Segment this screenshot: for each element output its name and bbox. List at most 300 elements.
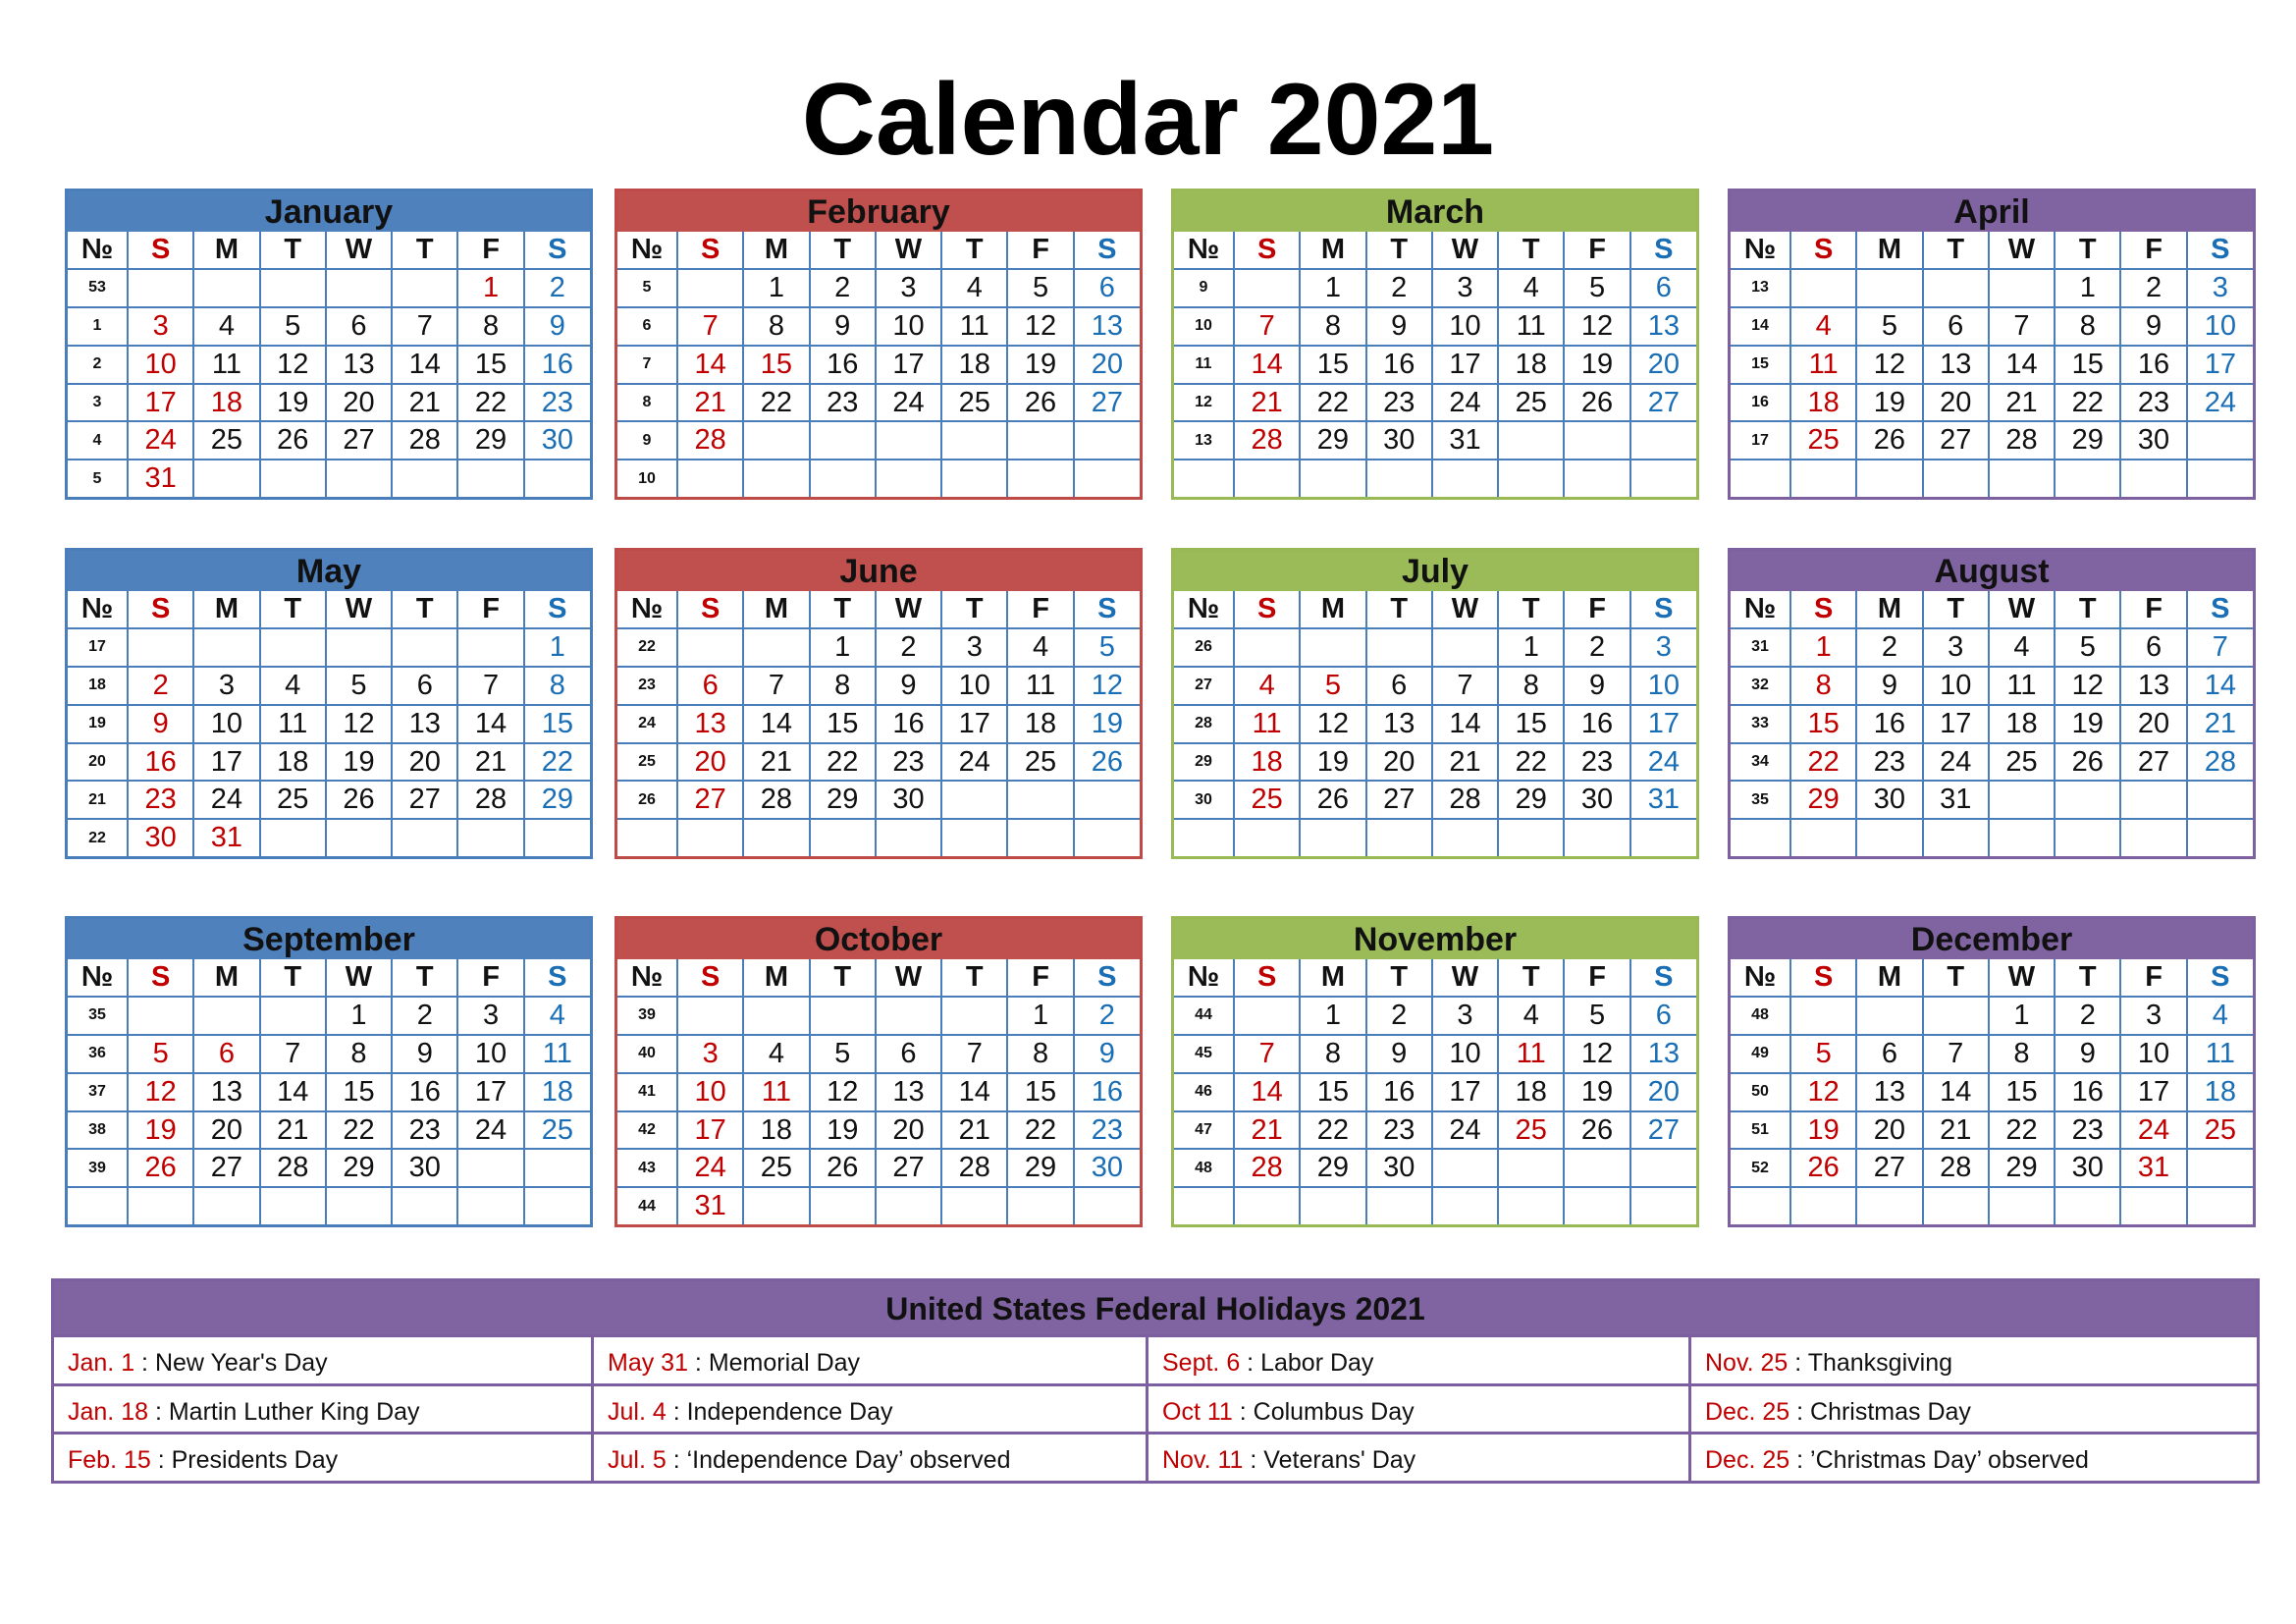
day-cell: 21 [1432, 743, 1498, 782]
day-cell: 2 [1366, 269, 1432, 307]
day-cell: 28 [677, 421, 743, 460]
week-number-label: № [68, 591, 128, 628]
weekday-label: W [876, 232, 941, 269]
day-cell: 31 [677, 1187, 743, 1224]
month-header: February [617, 191, 1140, 232]
holiday-name: Independence Day [686, 1397, 893, 1426]
week-number: 22 [68, 819, 128, 856]
day-cell: 1 [2055, 269, 2120, 307]
day-cell: 7 [392, 307, 457, 346]
day-cell: 1 [524, 628, 590, 667]
week-number: 44 [1174, 997, 1234, 1035]
day-cell: 1 [1300, 269, 1365, 307]
week-row [1731, 346, 2253, 384]
day-cell: 30 [128, 819, 193, 856]
month-table [1731, 232, 2253, 497]
week-number: 35 [1731, 781, 1790, 819]
day-cell: 8 [524, 667, 590, 705]
day-cell [1630, 1149, 1696, 1187]
week-number: 39 [617, 997, 677, 1035]
week-number [1174, 819, 1234, 856]
weekday-row [1174, 232, 1696, 269]
week-row [617, 743, 1140, 782]
day-cell: 18 [524, 1073, 590, 1111]
day-cell: 9 [1366, 1035, 1432, 1073]
day-cell [392, 460, 457, 497]
day-cell: 14 [1989, 346, 2055, 384]
week-row [68, 743, 590, 782]
weekday-label: S [2187, 232, 2253, 269]
month-february [614, 189, 1143, 500]
week-number-label: № [1731, 232, 1790, 269]
holidays-title: United States Federal Holidays 2021 [54, 1281, 2257, 1334]
week-number [68, 1187, 128, 1224]
day-cell [128, 1187, 193, 1224]
day-cell: 13 [1923, 346, 1989, 384]
week-row [617, 269, 1140, 307]
weekday-label: M [743, 232, 809, 269]
day-cell: 5 [1074, 628, 1140, 667]
day-cell [2055, 781, 2120, 819]
day-cell: 7 [1234, 307, 1300, 346]
day-cell [677, 997, 743, 1035]
day-cell: 26 [1564, 1111, 1629, 1150]
weekday-label: T [1923, 959, 1989, 997]
day-cell: 12 [1564, 307, 1629, 346]
weekday-label: M [193, 232, 259, 269]
week-number: 42 [617, 1111, 677, 1150]
day-cell: 21 [941, 1111, 1007, 1150]
week-row [617, 307, 1140, 346]
day-cell: 29 [1300, 1149, 1365, 1187]
day-cell: 11 [1989, 667, 2055, 705]
day-cell: 26 [2055, 743, 2120, 782]
day-cell [457, 1149, 523, 1187]
weekday-row [68, 959, 590, 997]
day-cell: 22 [1300, 384, 1365, 422]
holiday-name: ’Christmas Day’ observed [1810, 1446, 2089, 1475]
day-cell: 12 [326, 705, 392, 743]
day-cell [677, 819, 743, 856]
day-cell [128, 628, 193, 667]
weekday-label: S [128, 232, 193, 269]
day-cell: 30 [876, 781, 941, 819]
day-cell [193, 997, 259, 1035]
day-cell: 22 [1498, 743, 1564, 782]
day-cell: 9 [524, 307, 590, 346]
weekday-label: S [128, 591, 193, 628]
day-cell: 7 [677, 307, 743, 346]
holiday-item [54, 1432, 594, 1481]
day-cell [941, 781, 1007, 819]
month-header: July [1174, 551, 1696, 591]
day-cell: 30 [1366, 421, 1432, 460]
week-number: 45 [1174, 1035, 1234, 1073]
day-cell: 9 [876, 667, 941, 705]
day-cell [1989, 819, 2055, 856]
day-cell: 16 [876, 705, 941, 743]
day-cell [1790, 1187, 1856, 1224]
day-cell: 14 [677, 346, 743, 384]
month-header: May [68, 551, 590, 591]
day-cell: 28 [941, 1149, 1007, 1187]
day-cell [743, 819, 809, 856]
week-row [617, 1187, 1140, 1224]
day-cell: 17 [1923, 705, 1989, 743]
day-cell [1234, 460, 1300, 497]
day-cell: 8 [1498, 667, 1564, 705]
day-cell: 9 [1564, 667, 1629, 705]
day-cell: 7 [1923, 1035, 1989, 1073]
day-cell [128, 269, 193, 307]
day-cell: 23 [128, 781, 193, 819]
day-cell: 20 [876, 1111, 941, 1150]
weekday-label: S [1074, 232, 1140, 269]
day-cell: 26 [1564, 384, 1629, 422]
day-cell: 28 [1923, 1149, 1989, 1187]
day-cell: 22 [457, 384, 523, 422]
day-cell: 23 [1564, 743, 1629, 782]
day-cell: 27 [1630, 1111, 1696, 1150]
week-row [617, 384, 1140, 422]
day-cell: 4 [1498, 997, 1564, 1035]
week-row [617, 421, 1140, 460]
day-cell [1856, 460, 1922, 497]
day-cell: 6 [392, 667, 457, 705]
day-cell: 9 [1856, 667, 1922, 705]
weekday-label: T [810, 232, 876, 269]
day-cell: 10 [1432, 307, 1498, 346]
day-cell [1366, 819, 1432, 856]
day-cell: 6 [1074, 269, 1140, 307]
day-cell [260, 819, 326, 856]
week-number: 48 [1731, 997, 1790, 1035]
month-header: September [68, 919, 590, 959]
week-number: 31 [1731, 628, 1790, 667]
day-cell: 14 [941, 1073, 1007, 1111]
holiday-separator: : [1240, 1349, 1261, 1377]
day-cell: 14 [1923, 1073, 1989, 1111]
day-cell: 31 [1630, 781, 1696, 819]
day-cell: 19 [1564, 346, 1629, 384]
day-cell: 12 [260, 346, 326, 384]
day-cell: 2 [1856, 628, 1922, 667]
holiday-separator: : [666, 1446, 687, 1475]
day-cell: 15 [743, 346, 809, 384]
day-cell: 16 [2055, 1073, 2120, 1111]
week-number: 47 [1174, 1111, 1234, 1150]
day-cell: 10 [1923, 667, 1989, 705]
week-row [1174, 384, 1696, 422]
week-row [617, 346, 1140, 384]
week-row [617, 997, 1140, 1035]
week-number: 29 [1174, 743, 1234, 782]
day-cell: 21 [677, 384, 743, 422]
day-cell: 22 [524, 743, 590, 782]
holiday-separator: : [148, 1397, 169, 1426]
week-row [68, 1111, 590, 1150]
week-row [68, 421, 590, 460]
day-cell: 16 [128, 743, 193, 782]
day-cell: 30 [2120, 421, 2186, 460]
day-cell [941, 1187, 1007, 1224]
day-cell: 19 [2055, 705, 2120, 743]
week-row [1731, 460, 2253, 497]
day-cell: 13 [1630, 307, 1696, 346]
weekday-row [1731, 591, 2253, 628]
day-cell: 6 [1366, 667, 1432, 705]
holiday-date: Feb. 15 [68, 1446, 151, 1475]
weekday-label: T [810, 591, 876, 628]
day-cell: 15 [326, 1073, 392, 1111]
day-cell: 19 [1074, 705, 1140, 743]
day-cell [1007, 781, 1073, 819]
week-row [1174, 460, 1696, 497]
week-row [1174, 1073, 1696, 1111]
day-cell: 29 [1989, 1149, 2055, 1187]
day-cell: 5 [1790, 1035, 1856, 1073]
week-number: 1 [68, 307, 128, 346]
week-row [617, 1111, 1140, 1150]
week-row [1731, 1035, 2253, 1073]
week-number: 26 [1174, 628, 1234, 667]
day-cell [193, 269, 259, 307]
day-cell: 27 [1856, 1149, 1922, 1187]
day-cell: 13 [1074, 307, 1140, 346]
day-cell [2187, 1187, 2253, 1224]
day-cell: 30 [524, 421, 590, 460]
month-header: August [1731, 551, 2253, 591]
week-row [1174, 307, 1696, 346]
week-row [617, 1073, 1140, 1111]
week-number-label: № [1174, 591, 1234, 628]
weekday-label: T [260, 591, 326, 628]
day-cell: 18 [1498, 346, 1564, 384]
week-number [1731, 1187, 1790, 1224]
day-cell [1074, 781, 1140, 819]
weekday-label: S [1234, 232, 1300, 269]
day-cell: 10 [193, 705, 259, 743]
weekday-label: T [1498, 591, 1564, 628]
day-cell [260, 997, 326, 1035]
day-cell: 6 [677, 667, 743, 705]
holiday-date: Dec. 25 [1705, 1446, 1790, 1475]
week-row [1174, 743, 1696, 782]
day-cell: 26 [1300, 781, 1365, 819]
day-cell [326, 1187, 392, 1224]
day-cell: 26 [260, 421, 326, 460]
day-cell [1564, 1149, 1629, 1187]
week-row [1731, 667, 2253, 705]
day-cell: 18 [1790, 384, 1856, 422]
day-cell [457, 628, 523, 667]
weekday-label: F [1007, 959, 1073, 997]
day-cell: 24 [1923, 743, 1989, 782]
day-cell: 15 [1498, 705, 1564, 743]
day-cell [392, 819, 457, 856]
weekday-label: S [1630, 591, 1696, 628]
day-cell: 30 [1856, 781, 1922, 819]
day-cell: 13 [677, 705, 743, 743]
day-cell [2055, 819, 2120, 856]
day-cell: 21 [1923, 1111, 1989, 1150]
week-row [1174, 997, 1696, 1035]
day-cell [1790, 460, 1856, 497]
day-cell: 28 [1234, 421, 1300, 460]
week-number: 23 [617, 667, 677, 705]
day-cell: 4 [193, 307, 259, 346]
week-row [617, 628, 1140, 667]
week-number: 9 [617, 421, 677, 460]
day-cell: 26 [1007, 384, 1073, 422]
week-row [1174, 1035, 1696, 1073]
day-cell: 9 [810, 307, 876, 346]
day-cell [1234, 997, 1300, 1035]
day-cell: 29 [326, 1149, 392, 1187]
day-cell: 25 [193, 421, 259, 460]
day-cell: 19 [260, 384, 326, 422]
week-number-label: № [1731, 591, 1790, 628]
day-cell: 15 [1790, 705, 1856, 743]
day-cell: 21 [1989, 384, 2055, 422]
day-cell: 15 [457, 346, 523, 384]
day-cell: 2 [128, 667, 193, 705]
month-june [614, 548, 1143, 859]
day-cell [743, 460, 809, 497]
day-cell [1564, 421, 1629, 460]
day-cell: 3 [2187, 269, 2253, 307]
day-cell: 27 [1923, 421, 1989, 460]
week-number: 10 [617, 460, 677, 497]
day-cell: 30 [392, 1149, 457, 1187]
weekday-label: S [1630, 959, 1696, 997]
day-cell [1856, 1187, 1922, 1224]
day-cell: 9 [1366, 307, 1432, 346]
holiday-name: New Year's Day [154, 1349, 328, 1377]
holiday-name: Thanksgiving [1807, 1349, 1953, 1377]
weekday-label: M [743, 959, 809, 997]
day-cell: 12 [1300, 705, 1365, 743]
day-cell: 19 [1790, 1111, 1856, 1150]
day-cell [193, 460, 259, 497]
day-cell: 22 [1300, 1111, 1365, 1150]
week-number-label: № [617, 959, 677, 997]
day-cell: 2 [1074, 997, 1140, 1035]
day-cell [2120, 1187, 2186, 1224]
day-cell: 14 [392, 346, 457, 384]
week-number: 25 [617, 743, 677, 782]
week-row [68, 460, 590, 497]
day-cell: 20 [1366, 743, 1432, 782]
day-cell: 12 [1564, 1035, 1629, 1073]
day-cell [392, 628, 457, 667]
week-number [617, 819, 677, 856]
day-cell: 8 [457, 307, 523, 346]
weekday-label: T [1923, 232, 1989, 269]
day-cell [1432, 1149, 1498, 1187]
day-cell [1790, 819, 1856, 856]
week-number [1174, 460, 1234, 497]
day-cell [1007, 819, 1073, 856]
day-cell [876, 1187, 941, 1224]
weekday-label: M [743, 591, 809, 628]
day-cell: 11 [743, 1073, 809, 1111]
day-cell [810, 421, 876, 460]
week-number: 13 [1731, 269, 1790, 307]
week-number: 3 [68, 384, 128, 422]
month-july [1171, 548, 1699, 859]
day-cell: 28 [743, 781, 809, 819]
day-cell: 16 [1564, 705, 1629, 743]
week-number: 40 [617, 1035, 677, 1073]
day-cell [743, 628, 809, 667]
weekday-row [1731, 232, 2253, 269]
day-cell [2055, 460, 2120, 497]
holiday-name: Columbus Day [1253, 1397, 1415, 1426]
week-row [68, 1035, 590, 1073]
week-row [68, 819, 590, 856]
day-cell: 6 [1923, 307, 1989, 346]
day-cell [392, 269, 457, 307]
day-cell: 11 [2187, 1035, 2253, 1073]
day-cell: 23 [1074, 1111, 1140, 1150]
day-cell [677, 460, 743, 497]
day-cell: 7 [260, 1035, 326, 1073]
week-row [1174, 819, 1696, 856]
week-row [1731, 819, 2253, 856]
day-cell: 3 [457, 997, 523, 1035]
day-cell: 15 [1300, 1073, 1365, 1111]
day-cell: 24 [457, 1111, 523, 1150]
week-number: 6 [617, 307, 677, 346]
day-cell [810, 819, 876, 856]
day-cell: 11 [1007, 667, 1073, 705]
weekday-label: T [392, 959, 457, 997]
day-cell: 28 [1234, 1149, 1300, 1187]
day-cell [457, 819, 523, 856]
day-cell: 26 [326, 781, 392, 819]
day-cell: 8 [326, 1035, 392, 1073]
week-number: 33 [1731, 705, 1790, 743]
day-cell: 6 [876, 1035, 941, 1073]
week-number: 5 [68, 460, 128, 497]
day-cell: 25 [941, 384, 1007, 422]
day-cell [876, 421, 941, 460]
month-table [68, 959, 590, 1224]
week-number: 35 [68, 997, 128, 1035]
day-cell: 20 [1923, 384, 1989, 422]
day-cell [2120, 781, 2186, 819]
month-header: October [617, 919, 1140, 959]
day-cell: 19 [1856, 384, 1922, 422]
day-cell: 5 [1300, 667, 1365, 705]
day-cell: 27 [392, 781, 457, 819]
day-cell: 12 [1007, 307, 1073, 346]
weekday-label: F [1564, 591, 1629, 628]
day-cell [1498, 421, 1564, 460]
day-cell: 24 [2187, 384, 2253, 422]
week-number: 10 [1174, 307, 1234, 346]
week-number: 38 [68, 1111, 128, 1150]
month-january [65, 189, 593, 500]
day-cell [743, 997, 809, 1035]
week-row [1731, 421, 2253, 460]
day-cell: 16 [1366, 1073, 1432, 1111]
day-cell: 16 [392, 1073, 457, 1111]
holiday-date: Jul. 4 [608, 1397, 667, 1426]
day-cell: 4 [743, 1035, 809, 1073]
weekday-label: S [1790, 591, 1856, 628]
